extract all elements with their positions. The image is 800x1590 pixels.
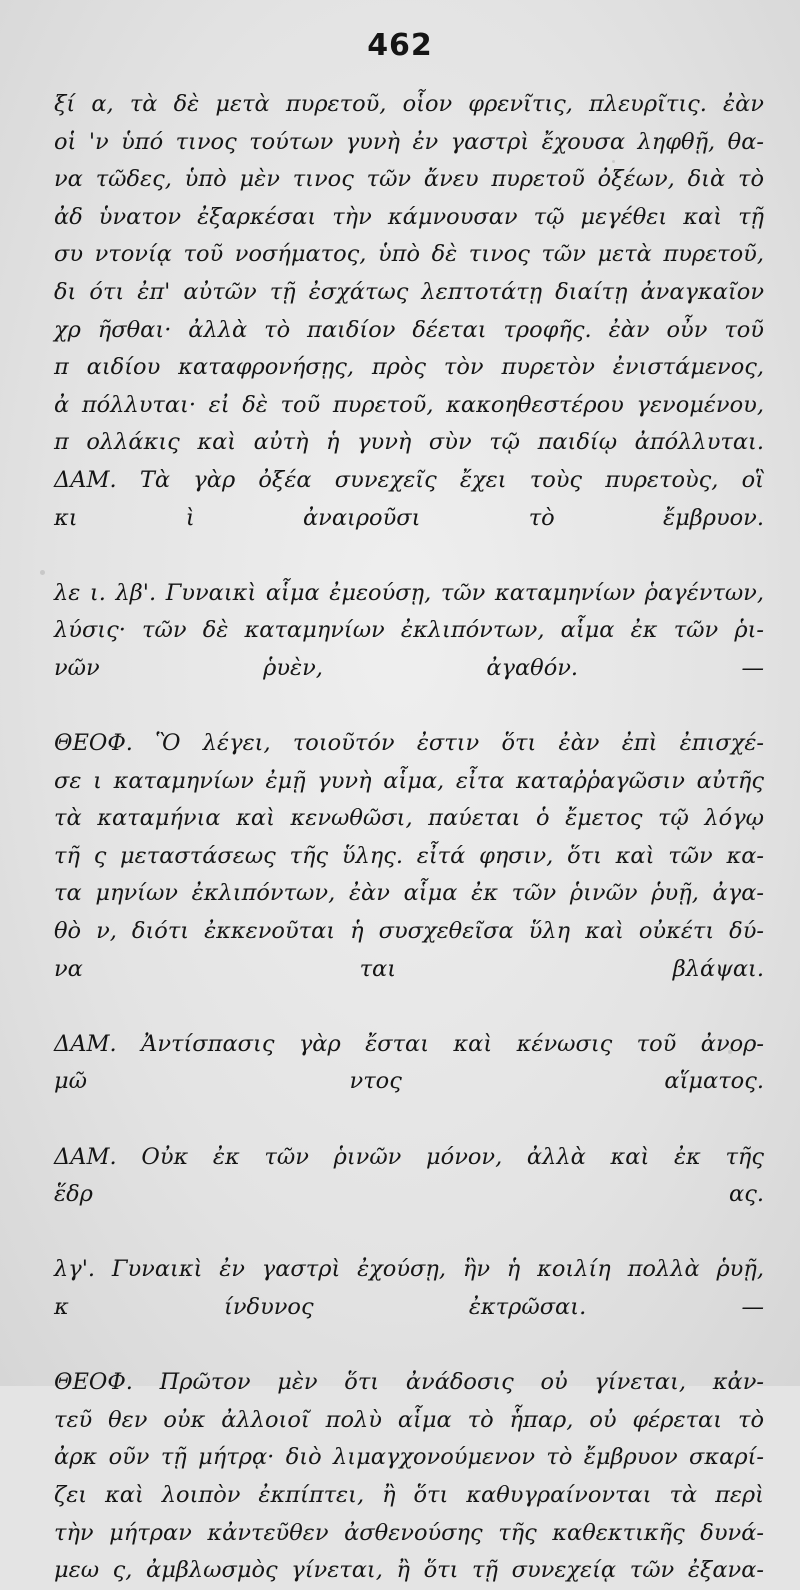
text-line: τεῦ θεν οὐκ ἀλλοιοῖ πολὺ αἷμα τὸ ἧπαρ, οὐ φέρεται τὸ: [54, 1406, 764, 1433]
text-line: δι ότι ἐπ' αὐτῶν τῇ ἐσχάτως λεπτοτάτῃ διαίτῃ ἀναγκαῖον: [54, 278, 764, 305]
text-line: μεω ς, ἀμβλωσμὸς γίνεται, ἢ ὅτι τῇ συνεχείᾳ τῶν ἐξανα-: [54, 1557, 764, 1584]
text-line: ἕδρ ας.: [54, 1181, 764, 1208]
text-line: ἀρκ οῦν τῇ μήτρᾳ· διὸ λιμαγχονούμενον τὸ ἔμβρυον σκαρί-: [54, 1444, 764, 1471]
print-speck: [40, 570, 45, 575]
text-line: συ ντονίᾳ τοῦ νοσήματος, ὑπὸ δὲ τινος τῶν μετὰ πυρετοῦ,: [54, 241, 764, 268]
text-line: ἀ πόλλυται· εἰ δὲ τοῦ πυρετοῦ, κακοηθεστέρου γενομένου,: [54, 391, 764, 418]
text-line: να τῶδες, ὑπὸ μὲν τινος τῶν ἄνευ πυρετοῦ ὀξέων, διὰ τὸ: [54, 166, 764, 193]
text-line: σε ι καταμηνίων ἐμῇ γυνὴ αἷμα, εἶτα καταῤῥαγῶσιν αὐτῆς: [54, 767, 764, 794]
text-line: χρ ῆσθαι· ἀλλὰ τὸ παιδίον δέεται τροφῆς. ἐὰν οὖν τοῦ: [54, 316, 764, 343]
print-speck: [612, 160, 615, 163]
text-line: νῶν ῥυὲν, ἀγαθόν. —: [54, 654, 764, 681]
text-line: ΔΑΜ. Οὐκ ἐκ τῶν ῥινῶν μόνον, ἀλλὰ καὶ ἐκ τῆς: [54, 1143, 764, 1170]
text-line: ἀδ ὑνατον ἐξαρκέσαι τὴν κάμνουσαν τῷ μεγέθει καὶ τῇ: [54, 203, 764, 230]
text-line: ξί α, τὰ δὲ μετὰ πυρετοῦ, οἷον φρενῖτις, πλευρῖτις. ἐὰν: [54, 91, 764, 117]
text-line: π αιδίου καταφρονήσῃς, πρὸς τὸν πυρετὸν ἐνιστάμενος,: [54, 354, 764, 381]
text-line: κι ὶ ἀναιροῦσι τὸ ἔμβρυον.: [54, 504, 764, 531]
text-line: λε ι. λβ'. Γυναικὶ αἷμα ἐμεούσῃ, τῶν καταμηνίων ῥαγέντων,: [54, 579, 764, 606]
print-speck: [728, 1050, 732, 1054]
text-line: τὰ καταμήνια καὶ κενωθῶσι, παύεται ὁ ἔμετος τῷ λόγῳ: [54, 805, 764, 832]
text-line: λγ'. Γυναικὶ ἐν γαστρὶ ἐχούσῃ, ἣν ἡ κοιλίη πολλὰ ῥυῇ,: [54, 1256, 764, 1283]
text-line: ζει καὶ λοιπὸν ἐκπίπτει, ἢ ὅτι καθυγραίνονται τὰ περὶ: [54, 1481, 764, 1508]
paragraph-gap: [54, 1327, 764, 1365]
text-line: ΘΕΟΦ. Πρῶτον μὲν ὅτι ἀνάδοσις οὐ γίνεται, κἀν-: [54, 1369, 764, 1396]
text-line: κ ίνδυνος ἐκτρῶσαι. —: [54, 1294, 764, 1320]
text-line: να ται βλάψαι.: [54, 955, 764, 982]
text-line: τῆ ς μεταστάσεως τῆς ὕλης. εἶτά φησιν, ὅτι καὶ τῶν κα-: [54, 842, 764, 869]
paragraph-gap: [54, 537, 764, 575]
text-line: ΔΑΜ. Τὰ γὰρ ὀξέα συνεχεῖς ἔχει τοὺς πυρετοὺς, οἳ: [54, 466, 764, 493]
paragraph-gap: [54, 1214, 764, 1252]
text-line: μῶ ντος αἵματος.: [54, 1068, 764, 1095]
page-number: 462: [367, 28, 433, 63]
text-line: τὴν μήτραν κἀντεῦθεν ἀσθενούσης τῆς καθεκτικῆς δυνά-: [54, 1519, 764, 1546]
paragraph-gap: [54, 988, 764, 1026]
text-line: θὸ ν, διότι ἐκκενοῦται ἡ συσχεθεῖσα ὕλη καὶ οὐκέτι δύ-: [54, 918, 764, 945]
text-line: λύσις· τῶν δὲ καταμηνίων ἐκλιπόντων, αἷμα ἐκ τῶν ῥι-: [54, 617, 764, 644]
text-line: ΘΕΟΦ. Ὃ λέγει, τοιοῦτόν ἐστιν ὅτι ἐὰν ἐπὶ ἐπισχέ-: [54, 730, 764, 757]
text-line: τα μηνίων ἐκλιπόντων, ἐὰν αἷμα ἐκ τῶν ῥινῶν ῥυῇ, ἀγα-: [54, 880, 764, 907]
paragraph-gap: [54, 1101, 764, 1139]
text-line: ΔΑΜ. Ἀντίσπασις γὰρ ἔσται καὶ κένωσις τοῦ ἀνορ-: [54, 1030, 764, 1057]
text-line: οἱ 'ν ὑπό τινος τούτων γυνὴ ἐν γαστρὶ ἔχουσα ληφθῇ, θα-: [54, 128, 764, 155]
paragraph-gap: [54, 688, 764, 726]
page-text: [54, 86, 764, 1590]
text-line: π ολλάκις καὶ αὐτὴ ἡ γυνὴ σὺν τῷ παιδίῳ ἀπόλλυται.: [54, 429, 764, 456]
